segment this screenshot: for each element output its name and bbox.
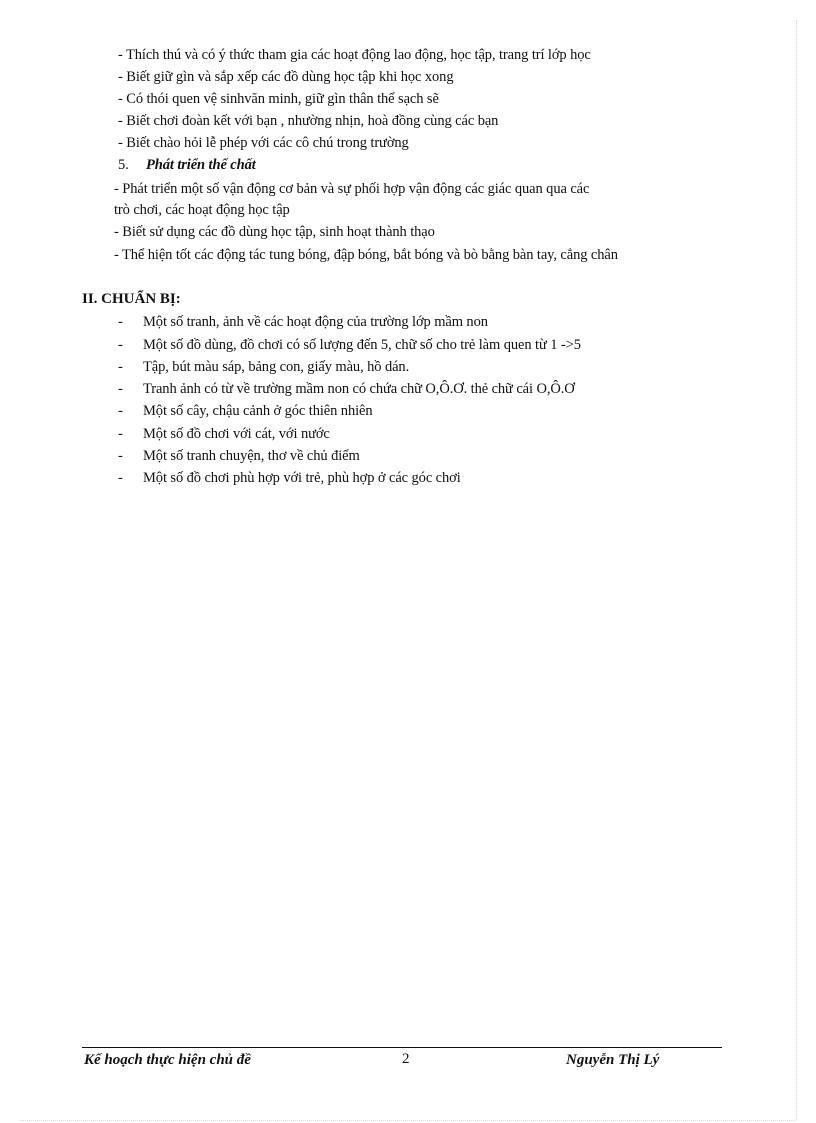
section-heading: II. CHUẨN BỊ: — [82, 291, 181, 307]
footer-author: Nguyễn Thị Lý — [566, 1052, 660, 1068]
text-line: - Biết chơi đoàn kết với bạn , nhường nhịn, hoà đồng cùng các bạn — [118, 113, 499, 129]
bullet-dash: - — [118, 314, 123, 330]
list-item: Một số tranh chuyện, thơ về chủ điểm — [143, 448, 360, 464]
bullet-dash: - — [118, 403, 123, 419]
page-edge — [20, 1120, 796, 1121]
text-line: - Có thói quen vệ sinhvăn minh, giữ gìn thân thể sạch sẽ — [118, 91, 439, 107]
list-item: Tranh ảnh có từ về trường mầm non có chứa chữ O,Ô.Ơ. thẻ chữ cái O,Ô.Ơ — [143, 381, 575, 397]
text-line: trò chơi, các hoạt động học tập — [114, 202, 290, 218]
list-item: Một số cây, chậu cảnh ở góc thiên nhiên — [143, 403, 373, 419]
text-line: - Biết chào hỏi lễ phép với các cô chú trong trường — [118, 135, 409, 151]
bullet-dash: - — [118, 470, 123, 486]
page-edge — [796, 20, 797, 1120]
list-item: Tập, bút màu sáp, bảng con, giấy màu, hồ dán. — [143, 359, 410, 375]
text-line: - Phát triển một số vận động cơ bản và sự phối hợp vận động các giác quan qua các — [114, 181, 590, 197]
text-line: - Thể hiện tốt các động tác tung bóng, đập bóng, bắt bóng và bò bằng bàn tay, cẳng chân — [114, 247, 618, 263]
bullet-dash: - — [118, 426, 123, 442]
list-item: Một số đồ dùng, đồ chơi có số lượng đến 5, chữ số cho trẻ làm quen từ 1 ->5 — [143, 337, 581, 353]
section-heading — [118, 156, 256, 174]
bullet-dash: - — [118, 337, 123, 353]
section-number: 5. — [118, 157, 129, 173]
bullet-dash: - — [118, 381, 123, 397]
bullet-dash: - — [118, 359, 123, 375]
text-line: - Biết sử dụng các đồ dùng học tập, sinh hoạt thành thạo — [114, 224, 435, 240]
list-item: Một số tranh, ảnh về các hoạt động của trường lớp mầm non — [143, 314, 488, 330]
list-item: Một số đồ chơi phù hợp với trẻ, phù hợp ở các góc chơi — [143, 470, 461, 486]
footer-rule — [82, 1047, 722, 1048]
text-line: - Thích thú và có ý thức tham gia các hoạt động lao động, học tập, trang trí lớp học — [118, 47, 591, 63]
list-item: Một số đồ chơi với cát, với nước — [143, 426, 330, 442]
text-line: - Biết giữ gìn và sắp xếp các đồ dùng học tập khi học xong — [118, 69, 454, 85]
bullet-dash: - — [118, 448, 123, 464]
page-number: 2 — [402, 1051, 410, 1067]
footer-title: Kế hoạch thực hiện chủ đề — [84, 1052, 251, 1068]
section-title: Phát triển thể chất — [146, 157, 256, 173]
